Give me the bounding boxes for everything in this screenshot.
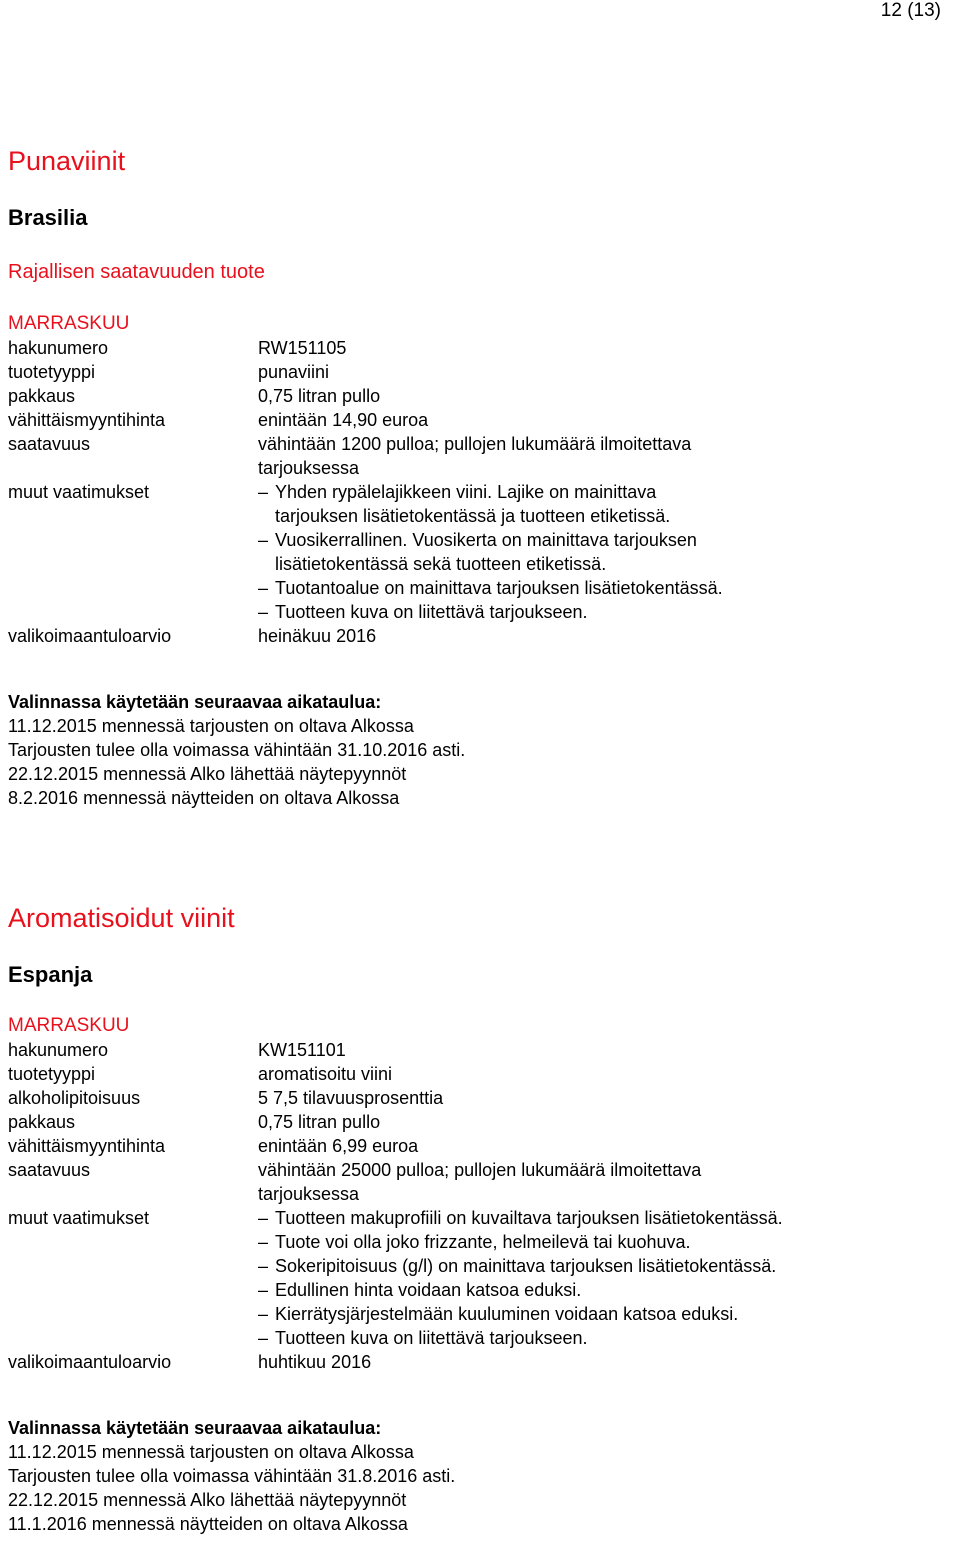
dash-bullet: – — [258, 602, 269, 622]
field-row — [8, 384, 952, 408]
requirement-item — [258, 1230, 952, 1254]
requirements-value — [258, 480, 728, 624]
page-number: 12 (13) — [880, 0, 941, 21]
schedule-line: Tarjousten tulee olla voimassa vähintään 31.10.2016 asti. — [8, 740, 466, 760]
field-label: valikoimaantuloarvio — [8, 1352, 172, 1372]
field-row — [8, 624, 952, 648]
requirement-item — [258, 528, 728, 576]
requirement-item — [258, 1206, 952, 1230]
requirement-text: Sokeripitoisuus (g/l) on mainittava tarjouksen lisätietokentässä. — [275, 1256, 777, 1276]
schedule — [8, 690, 952, 810]
dash-bullet: – — [258, 1256, 269, 1276]
schedule-line: 22.12.2015 mennessä Alko lähettää näytepyynnöt — [8, 764, 407, 784]
field-label: tuotetyyppi — [8, 362, 96, 382]
field-value: KW151101 — [258, 1040, 346, 1060]
requirement-item — [258, 1326, 952, 1350]
field-row — [8, 336, 952, 360]
field-value: 0,75 litran pullo — [258, 1112, 381, 1132]
category-title: Aromatisoidut viinit — [8, 903, 235, 933]
requirement-item — [258, 600, 728, 624]
dash-bullet: – — [258, 578, 269, 598]
field-value: huhtikuu 2016 — [258, 1352, 372, 1372]
schedule-line: 11.12.2015 mennessä tarjousten on oltava Alkossa — [8, 716, 414, 736]
requirement-text: Kierrätysjärjestelmään kuuluminen voidaan katsoa eduksi. — [275, 1304, 739, 1324]
requirements-list — [258, 1206, 952, 1350]
dash-bullet: – — [258, 1304, 269, 1324]
field-row — [8, 1062, 952, 1086]
field-label: vähittäismyyntihinta — [8, 1136, 166, 1156]
requirement-text: Tuotteen kuva on liitettävä tarjoukseen. — [275, 1328, 588, 1348]
country-title: Espanja — [8, 962, 93, 987]
schedule-line: 11.1.2016 mennessä näytteiden on oltava Alkossa — [8, 1514, 408, 1534]
field-row — [8, 1206, 952, 1350]
field-label: valikoimaantuloarvio — [8, 626, 172, 646]
field-row — [8, 360, 952, 384]
month-label: MARRASKUU — [8, 313, 130, 334]
country-title: Brasilia — [8, 205, 88, 230]
requirement-text: Vuosikerrallinen. Vuosikerta on mainittava tarjouksen lisätietokentässä sekä tuotteen etiketissä. — [275, 530, 697, 574]
requirement-item — [258, 480, 728, 528]
requirement-text: Edullinen hinta voidaan katsoa eduksi. — [275, 1280, 582, 1300]
field-value: vähintään 1200 pulloa; pullojen lukumäärä ilmoitettava tarjouksessa — [258, 434, 692, 478]
field-label: hakunumero — [8, 338, 109, 358]
field-value: enintään 14,90 euroa — [258, 410, 429, 430]
field-label: vähittäismyyntihinta — [8, 410, 166, 430]
requirement-text: Tuotantoalue on mainittava tarjouksen lisätietokentässä. — [275, 578, 723, 598]
dash-bullet: – — [258, 1328, 269, 1348]
section-aromatisoidut-viinit — [8, 902, 952, 1536]
field-value: 5 7,5 tilavuusprosenttia — [258, 1088, 444, 1108]
field-value: 0,75 litran pullo — [258, 386, 381, 406]
field-value: aromatisoitu viini — [258, 1064, 393, 1084]
field-row — [8, 1110, 952, 1134]
field-label: saatavuus — [8, 1160, 91, 1180]
schedule-line: 22.12.2015 mennessä Alko lähettää näytepyynnöt — [8, 1490, 407, 1510]
dash-bullet: – — [258, 1208, 269, 1228]
requirements-value — [258, 1206, 952, 1350]
field-row — [8, 480, 952, 624]
section-punaviinit — [8, 145, 952, 810]
field-label: hakunumero — [8, 1040, 109, 1060]
field-label: muut vaatimukset — [8, 1208, 150, 1228]
field-label: tuotetyyppi — [8, 1064, 96, 1084]
field-row — [8, 1134, 952, 1158]
requirement-text: Tuote voi olla joko frizzante, helmeilevä tai kuohuva. — [275, 1232, 691, 1252]
requirement-text: Tuotteen makuprofiili on kuvailtava tarjouksen lisätietokentässä. — [275, 1208, 783, 1228]
field-label: alkoholipitoisuus — [8, 1088, 141, 1108]
category-title: Punaviinit — [8, 146, 126, 176]
field-row — [8, 1350, 952, 1374]
field-value: enintään 6,99 euroa — [258, 1136, 419, 1156]
schedule-line: Tarjousten tulee olla voimassa vähintään 31.8.2016 asti. — [8, 1466, 456, 1486]
requirement-text: Tuotteen kuva on liitettävä tarjoukseen. — [275, 602, 588, 622]
schedule-line: 11.12.2015 mennessä tarjousten on oltava Alkossa — [8, 1442, 414, 1462]
requirement-item — [258, 576, 728, 600]
field-row — [8, 1158, 952, 1206]
field-label: muut vaatimukset — [8, 482, 150, 502]
requirement-item — [258, 1278, 952, 1302]
dash-bullet: – — [258, 1280, 269, 1300]
field-label: pakkaus — [8, 386, 76, 406]
field-value: heinäkuu 2016 — [258, 626, 377, 646]
field-row — [8, 432, 952, 480]
field-label: pakkaus — [8, 1112, 76, 1132]
schedule-title: Valinnassa käytetään seuraavaa aikataulua: — [8, 692, 382, 712]
dash-bullet: – — [258, 1232, 269, 1252]
field-value: vähintään 25000 pulloa; pullojen lukumäärä ilmoitettava tarjouksessa — [258, 1160, 702, 1204]
availability-subtitle: Rajallisen saatavuuden tuote — [8, 261, 265, 283]
schedule — [8, 1416, 952, 1536]
field-row — [8, 408, 952, 432]
dash-bullet: – — [258, 530, 269, 550]
requirement-text: Yhden rypälelajikkeen viini. Lajike on mainittava tarjouksen lisätietokentässä ja tuotteen etiketissä. — [275, 482, 671, 526]
field-value: RW151105 — [258, 338, 347, 358]
requirements-list — [258, 480, 728, 624]
schedule-title: Valinnassa käytetään seuraavaa aikataulua: — [8, 1418, 382, 1438]
field-row — [8, 1086, 952, 1110]
field-label: saatavuus — [8, 434, 91, 454]
dash-bullet: – — [258, 482, 269, 502]
requirement-item — [258, 1254, 952, 1278]
schedule-line: 8.2.2016 mennessä näytteiden on oltava Alkossa — [8, 788, 400, 808]
month-label: MARRASKUU — [8, 1015, 130, 1036]
field-row — [8, 1038, 952, 1062]
field-value: punaviini — [258, 362, 330, 382]
requirement-item — [258, 1302, 952, 1326]
